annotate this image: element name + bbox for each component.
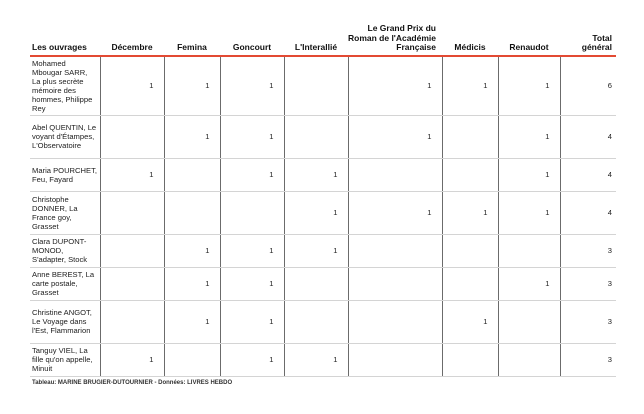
value-cell [442,115,498,158]
value-cell: 1 [164,300,220,343]
table-row [30,56,616,116]
book-cell: Mohamed Mbougar SARR, La plus secrète mémoire des hommes, Philippe Rey [30,56,100,116]
value-cell: 1 [498,158,560,191]
header-grand-prix: Le Grand Prix du Roman de l'Académie Française [348,24,442,56]
value-cell: 1 [220,56,284,116]
header-row [30,24,616,56]
value-cell [100,234,164,267]
value-cell: 1 [498,56,560,116]
book-cell: Maria POURCHET, Feu, Fayard [30,158,100,191]
value-cell: 1 [442,56,498,116]
value-cell: 1 [220,158,284,191]
value-cell [284,267,348,300]
header-renaudot: Renaudot [498,24,560,56]
total-cell: 4 [560,115,616,158]
value-cell: 1 [348,56,442,116]
total-cell: 4 [560,191,616,234]
value-cell [100,115,164,158]
table-row [30,267,616,300]
value-cell: 1 [284,234,348,267]
value-cell: 1 [498,191,560,234]
value-cell [442,267,498,300]
source-credit: Tableau: MARINE BRUGIER-DUTOURNIER - Données: LIVRES HEBDO [32,380,233,386]
value-cell [498,234,560,267]
value-cell: 1 [284,158,348,191]
value-cell [284,115,348,158]
value-cell [348,234,442,267]
table-row [30,343,616,376]
value-cell: 1 [100,158,164,191]
value-cell [498,343,560,376]
header-medicis: Médicis [442,24,498,56]
value-cell: 1 [348,191,442,234]
prize-table-container [30,24,616,377]
book-cell: Clara DUPONT-MONOD, S'adapter, Stock [30,234,100,267]
total-cell: 3 [560,300,616,343]
value-cell: 1 [442,300,498,343]
header-femina: Femina [164,24,220,56]
header-total: Total général [560,24,616,56]
value-cell [100,300,164,343]
book-cell: Christine ANGOT, Le Voyage dans l'Est, Flammarion [30,300,100,343]
value-cell: 1 [284,343,348,376]
table-row [30,191,616,234]
value-cell [442,234,498,267]
total-cell: 3 [560,234,616,267]
value-cell: 1 [164,115,220,158]
value-cell: 1 [220,300,284,343]
total-cell: 6 [560,56,616,116]
value-cell [284,300,348,343]
table-body [30,56,616,377]
book-cell: Christophe DONNER, La France goy, Grasset [30,191,100,234]
value-cell: 1 [220,115,284,158]
value-cell: 1 [498,267,560,300]
value-cell: 1 [284,191,348,234]
value-cell [348,267,442,300]
value-cell: 1 [442,191,498,234]
value-cell [442,343,498,376]
value-cell: 1 [164,267,220,300]
value-cell [348,300,442,343]
value-cell: 1 [100,343,164,376]
header-books: Les ouvrages [30,24,100,56]
value-cell [100,267,164,300]
table-row [30,158,616,191]
value-cell [164,158,220,191]
table-row [30,115,616,158]
total-cell: 3 [560,343,616,376]
value-cell [164,343,220,376]
table-row [30,300,616,343]
value-cell [220,191,284,234]
value-cell [164,191,220,234]
value-cell [442,158,498,191]
value-cell [498,300,560,343]
value-cell [100,191,164,234]
value-cell [348,343,442,376]
total-cell: 3 [560,267,616,300]
total-cell: 4 [560,158,616,191]
value-cell [348,158,442,191]
value-cell: 1 [164,56,220,116]
value-cell: 1 [164,234,220,267]
book-cell: Anne BEREST, La carte postale, Grasset [30,267,100,300]
value-cell: 1 [348,115,442,158]
value-cell: 1 [220,343,284,376]
value-cell [284,56,348,116]
header-decembre: Décembre [100,24,164,56]
prize-table [30,24,616,377]
header-goncourt: Goncourt [220,24,284,56]
table-row [30,234,616,267]
value-cell: 1 [220,234,284,267]
value-cell: 1 [220,267,284,300]
header-interallie: L'Interallié [284,24,348,56]
value-cell: 1 [498,115,560,158]
book-cell: Tanguy VIEL, La fille qu'on appelle, Minuit [30,343,100,376]
value-cell: 1 [100,56,164,116]
book-cell: Abel QUENTIN, Le voyant d'Étampes, L'Observatoire [30,115,100,158]
